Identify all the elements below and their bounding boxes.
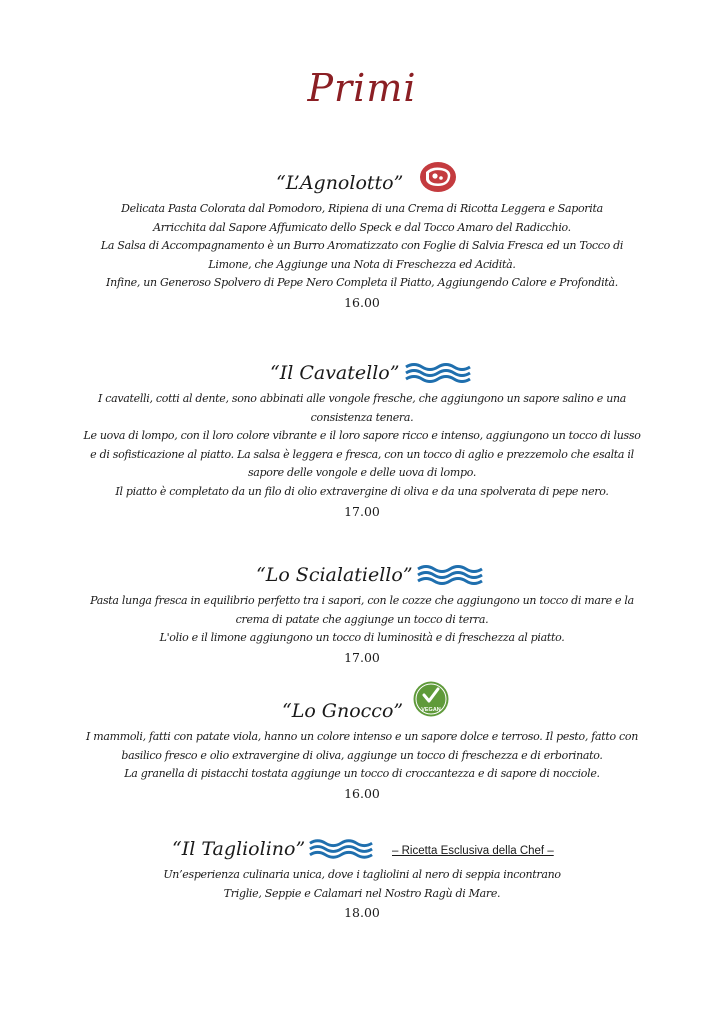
description-line: La granella di pistacchi tostata aggiunge un tocco di croccantezza e di sapore di nocciole. [124, 767, 600, 781]
page-title: Primi [307, 66, 417, 110]
description-line: Pasta lunga fresca in equilibrio perfetto tra i sapori, con le cozze che aggiungono un tocco di mare e la [90, 594, 634, 607]
description-line: I mammoli, fatti con patate viola, hanno un colore intenso e un sapore dolce e terroso. Il pesto, fatto con [85, 730, 639, 743]
chef-exclusive-tag: – Ricetta Esclusiva della Chef – [392, 845, 554, 857]
description-line: Le uova di lompo, con il loro colore vibrante e il loro sapore ricco e intenso, aggiungono un tocco di lusso [83, 429, 641, 443]
dish-name: “Il Tagliolino” [172, 838, 306, 860]
description-line: L'olio e il limone aggiungono un tocco di luminosità e di freschezza al piatto. [159, 631, 565, 645]
description-line: Il piatto è completato da un filo di olio extravergine di oliva e da una spolverata di pepe nero. [115, 484, 609, 498]
dish-price: 16.00 [344, 294, 380, 310]
description-line: sapore delle vongole e delle uova di lompo. [247, 466, 477, 480]
description-line: consistenza tenera. [310, 410, 414, 424]
dish-gnocco [0, 700, 724, 803]
dish-price: 17.00 [344, 649, 380, 665]
dish-scialatiello [0, 564, 724, 667]
dish-cavatello [0, 362, 724, 521]
dish-price: 17.00 [344, 503, 380, 519]
dish-price: 18.00 [344, 905, 380, 921]
description-line: I cavatelli, cotti al dente, sono abbinati alle vongole fresche, che aggiungono un sapore salino e una [97, 392, 627, 405]
vegan-label: VEGAN [421, 707, 441, 713]
dish-name: “Lo Scialatiello” [256, 564, 413, 586]
vegan-icon [412, 680, 450, 718]
dish-name: “Il Cavatello” [270, 362, 400, 384]
description-line: Arricchita dal Sapore Affumicato dello Speck e dal Tocco Amaro del Radicchio. [153, 220, 571, 234]
sea-waves-icon [404, 362, 472, 384]
sea-waves-icon [308, 838, 374, 860]
dish-agnolotto [0, 172, 724, 312]
description-line: Triglie, Seppie e Calamari nel Nostro Ragù di Mare. [223, 886, 501, 900]
sea-waves-icon [416, 564, 484, 586]
description-line: La Salsa di Accompagnamento è un Burro Aromatizzato con Foglie di Salvia Fresca ed un Tocco di [100, 239, 624, 253]
description-line: Delicata Pasta Colorata dal Pomodoro, Ripiena di una Crema di Ricotta Leggera e Saporita [121, 202, 603, 215]
meat-steak-icon [418, 160, 458, 194]
description-line: basilico fresco e olio extravergine di oliva, aggiunge un tocco di freschezza e di erborinato. [121, 748, 603, 762]
description-line: Un’esperienza culinaria unica, dove i tagliolini al nero di seppia incontrano [163, 868, 561, 881]
description-line: crema di patate che aggiunge un tocco di terra. [235, 612, 489, 626]
dish-price: 16.00 [344, 785, 380, 801]
dish-tagliolino [0, 838, 724, 922]
description-line: Limone, che Aggiunge una Nota di Freschezza ed Acidità. [208, 257, 516, 271]
description-line: Infine, un Generoso Spolvero di Pepe Nero Completa il Piatto, Aggiungendo Calore e Profondità. [106, 276, 618, 290]
description-line: e di sofisticazione al piatto. La salsa è leggera e fresca, con un tocco di aglio e prezzemolo che esalta il [90, 447, 634, 461]
dish-name: “Lo Gnocco” [282, 700, 404, 722]
dish-name: “L’Agnolotto” [276, 172, 404, 194]
